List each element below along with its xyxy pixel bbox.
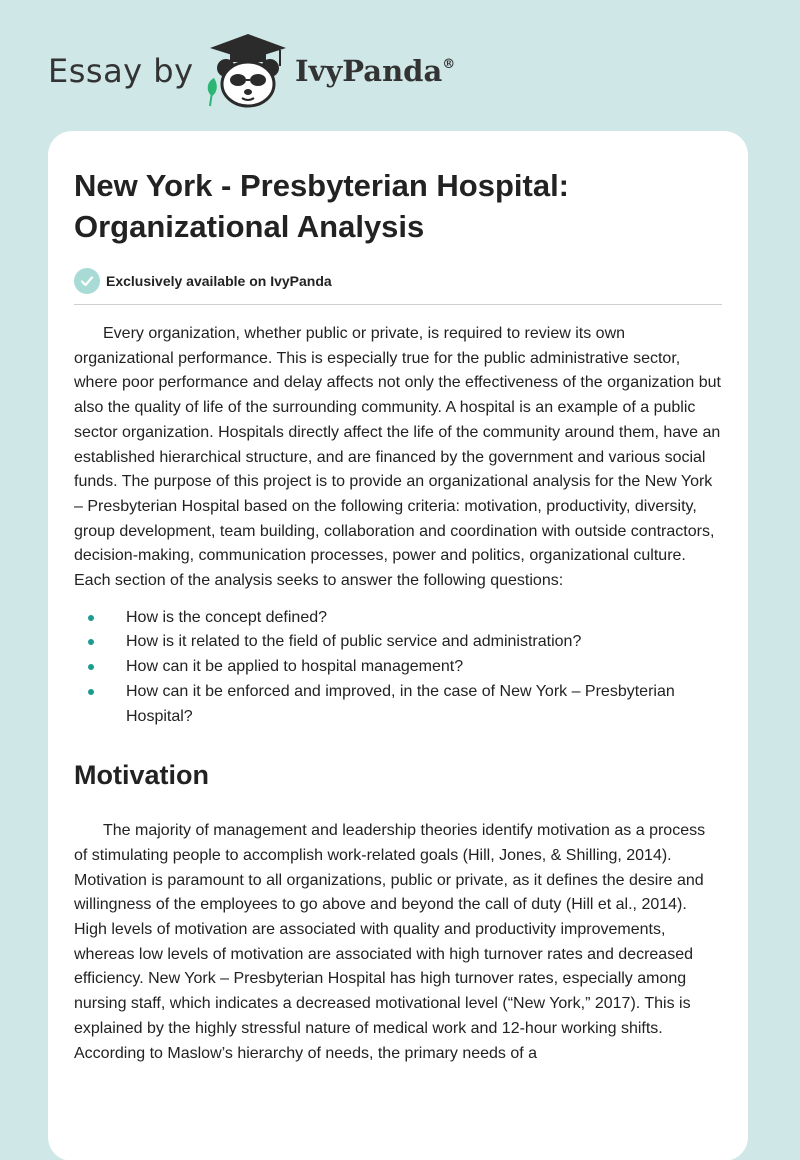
list-item-text: How is the concept defined? — [126, 608, 328, 626]
list-item-text: How can it be applied to hospital management? — [126, 658, 464, 676]
panda-graduate-icon[interactable] — [200, 30, 290, 110]
essay-by-label: Essay by — [48, 52, 194, 90]
brand-text: IvyPanda — [295, 54, 443, 88]
bullet-icon — [88, 639, 94, 645]
brand-name[interactable] — [295, 54, 455, 88]
page-title: New York - Presbyterian Hospital: Organizational Analysis — [74, 168, 570, 244]
exclusive-label: Exclusively available on IvyPanda — [106, 273, 332, 289]
divider — [74, 304, 722, 305]
site-header — [0, 0, 800, 128]
registered-mark: ® — [442, 57, 456, 73]
list-item — [74, 630, 722, 655]
bullet-icon — [88, 664, 94, 670]
list-item — [74, 655, 722, 680]
list-item-text: How can it be enforced and improved, in the case of New York – Presbyterian Hospital? — [126, 682, 675, 725]
section-paragraph: The majority of management and leadership theories identify motivation as a process of stimulating people to accomplish work-related goals (Hill, Jones, & Shilling, 2014). Motivation is paramount to all organizations, public or private, as it defines the desire and willingness of the employees to go above and beyond the call of duty (Hill et al., 2014). High levels of motivation are associated with quality and productivity improvements, whereas low levels of motivation are associated with high turnover rates and decreased efficiency. New York – Presbyterian Hospital has high turnover rates, especially among nursing staff, which indicates a decreased motivational level (“New York,” 2017). This is explained by the highly stressful nature of medical work and 12-hour working shifts. According to Maslow’s hierarchy of needs, the primary needs of a — [74, 822, 706, 1062]
list-item — [74, 680, 722, 729]
intro-paragraph: Every organization, whether public or private, is required to review its own organizational performance. This is especially true for the public administrative sector, where poor performance and delay affects not only the effectiveness of the organization but also the quality of life of the surrounding community. A hospital is an example of a public sector organization. Hospitals directly affect the life of the community around them, have an established hierarchical structure, and are financed by the government and various social funds. The purpose of this project is to provide an organizational analysis for the New York – Presbyterian Hospital based on the following criteria: motivation, productivity, diversity, group development, team building, collaboration and coordination with outside contractors, decision-making, communication processes, power and politics, organizational culture. Each section of the analysis seeks to answer the following questions: — [74, 325, 721, 590]
bullet-icon — [88, 689, 94, 695]
exclusive-badge — [74, 268, 722, 294]
list-item-text: How is it related to the field of public service and administration? — [126, 633, 582, 651]
bullet-icon — [88, 615, 94, 621]
check-icon — [74, 268, 100, 294]
questions-list — [74, 606, 722, 730]
essay-card — [48, 131, 748, 1160]
list-item — [74, 606, 722, 631]
section-heading: Motivation — [74, 760, 209, 791]
